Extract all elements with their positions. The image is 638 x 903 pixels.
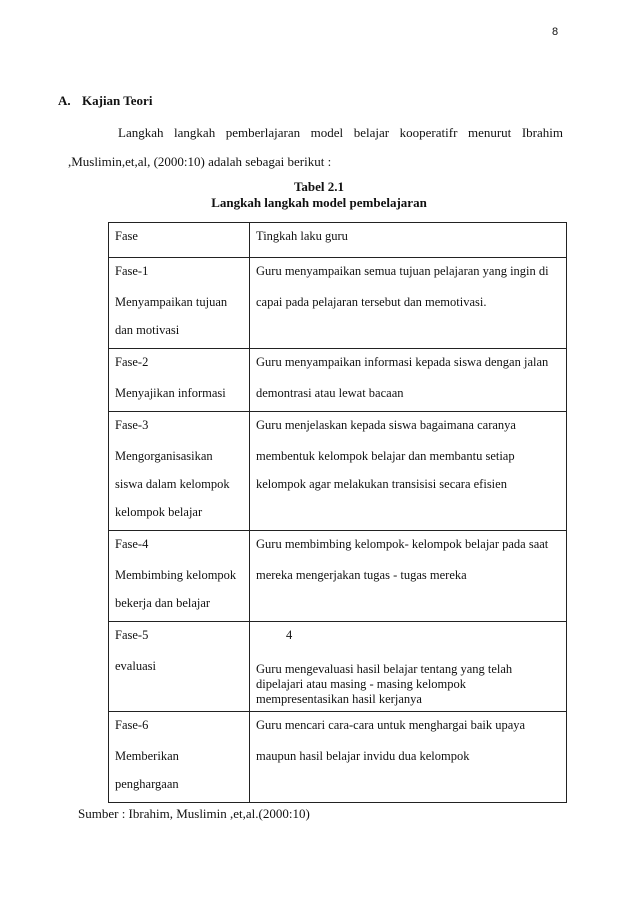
phase-text: kelompok belajar: [115, 505, 203, 519]
phase-text: siswa dalam kelompok: [115, 477, 230, 491]
phase-label: Fase-6: [115, 718, 149, 732]
section-letter: A.: [58, 93, 71, 108]
phase-label: Fase-5: [115, 628, 149, 642]
table-row: [109, 622, 567, 712]
table-row: [109, 712, 567, 803]
section-title: Kajian Teori: [82, 93, 153, 108]
table-row: [109, 531, 567, 622]
behavior-cell: [250, 349, 567, 412]
phase-text: Mengorganisasikan: [115, 449, 213, 463]
stray-number: 4: [286, 628, 293, 642]
phase-text: bekerja dan belajar: [115, 596, 211, 610]
intro-paragraph-line-2: ,Muslimin,et,al, (2000:10) adalah sebagai berikut :: [68, 154, 332, 169]
behavior-cell: [250, 622, 567, 712]
behavior-text: Guru mengevaluasi hasil belajar tentang yang telah: [256, 662, 513, 676]
phase-cell: [109, 531, 250, 622]
phase-text: penghargaan: [115, 777, 179, 791]
phase-cell: [109, 258, 250, 349]
table-caption: [0, 179, 638, 211]
behavior-text: Guru menyampaikan informasi kepada siswa dengan jalan: [256, 355, 549, 369]
phase-label: Fase-2: [115, 355, 149, 369]
phase-cell: [109, 712, 250, 803]
table-row: [109, 258, 567, 349]
table-caption-number: Tabel 2.1: [293, 179, 345, 194]
behavior-text: capai pada pelajaran tersebut dan memotivasi.: [256, 295, 487, 309]
phase-text: Membimbing kelompok: [115, 568, 237, 582]
phase-text: evaluasi: [115, 659, 156, 673]
phase-label: Fase-3: [115, 418, 149, 432]
table-row: [109, 349, 567, 412]
behavior-cell: [250, 258, 567, 349]
behavior-text: Guru menyampaikan semua tujuan pelajaran yang ingin di: [256, 264, 549, 278]
phase-text: Menyampaikan tujuan: [115, 295, 228, 309]
behavior-text: maupun hasil belajar invidu dua kelompok: [256, 749, 470, 763]
phase-label: Fase-1: [115, 264, 149, 278]
intro-paragraph-line-1: Langkah langkah pemberlajaran model belajar kooperatifr menurut Ibrahim: [118, 125, 563, 140]
header-phase: Fase: [109, 223, 250, 258]
phase-cell: [109, 622, 250, 712]
behavior-text: mereka mengerjakan tugas - tugas mereka: [256, 568, 467, 582]
behavior-text: mempresentasikan hasil kerjanya: [256, 692, 422, 706]
table-header-row: [109, 223, 567, 258]
behavior-text: dipelajari atau masing - masing kelompok: [256, 677, 467, 691]
phase-cell: [109, 412, 250, 531]
behavior-cell: [250, 712, 567, 803]
behavior-text: demontrasi atau lewat bacaan: [256, 386, 404, 400]
source-citation: Sumber : Ibrahim, Muslimin ,et,al.(2000:10): [78, 806, 310, 821]
section-heading: [58, 93, 152, 109]
phase-text: Memberikan: [115, 749, 179, 763]
phase-cell: [109, 349, 250, 412]
behavior-text: Guru mencari cara-cara untuk menghargai baik upaya: [256, 718, 526, 732]
behavior-text: Guru menjelaskan kepada siswa bagaimana caranya: [256, 418, 516, 432]
phase-text: dan motivasi: [115, 323, 180, 337]
table-row: [109, 412, 567, 531]
header-behavior: Tingkah laku guru: [250, 223, 567, 258]
phase-label: Fase-4: [115, 537, 149, 551]
page-number: 8: [552, 26, 559, 38]
behavior-cell: [250, 531, 567, 622]
table-caption-title: Langkah langkah model pembelajaran: [211, 195, 427, 210]
learning-steps-table: [108, 222, 567, 803]
behavior-text: kelompok agar melakukan transisisi secara efisien: [256, 477, 507, 491]
behavior-text: Guru membimbing kelompok- kelompok belajar pada saat: [256, 537, 549, 551]
behavior-text: membentuk kelompok belajar dan membantu setiap: [256, 449, 515, 463]
phase-text: Menyajikan informasi: [115, 386, 226, 400]
behavior-cell: [250, 412, 567, 531]
